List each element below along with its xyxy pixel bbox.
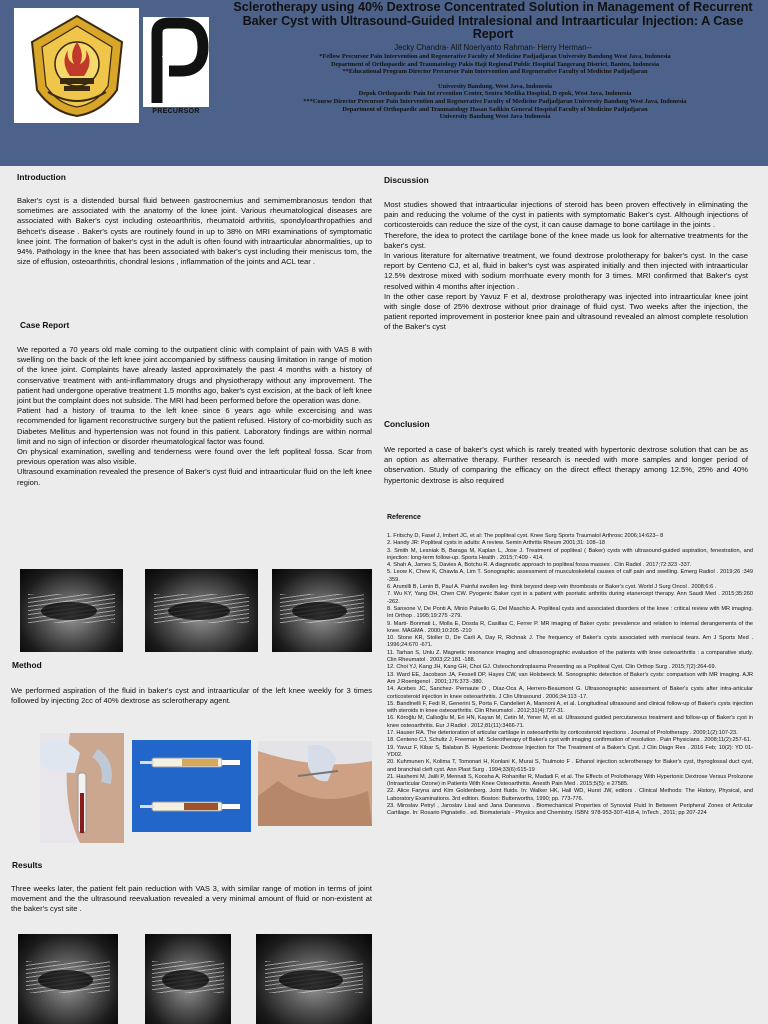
reference-item: 10. Stone KR, Stoller D, De Carli A, Day R, Richnak J. The frequency of Baker's cysts associated with meniscal tears. Am J Sports Med . 1996;24:670 -671. xyxy=(387,635,753,649)
ultrasound-followup-1 xyxy=(18,934,118,1024)
poster-title: Sclerotherapy using 40% Dextrose Concentrated Solution in Management of Recurrent Baker Cyst with Ultrasound-Guided Intralesional and Intraarticular Injection: A Case Report xyxy=(233,0,753,41)
case-report-paragraph: Ultrasound examination revealed the presence of Baker's cyst fluid and intraarticular fluid on the left knee region. xyxy=(17,467,372,487)
reference-item: 1. Fritschy D, Fasel J, Imbert JC, et al: The popliteal cyst. Knee Surg Sports Traumatol Arthrosc 2006;14:623– 8 xyxy=(387,533,664,539)
case-report-text xyxy=(17,345,372,488)
method-text: We performed aspiration of the fluid in baker's cyst and intraarticular of the left knee weekly for 3 times followed by injecting 2cc of 40% dextrose as sclerotherapy agent. xyxy=(11,686,372,706)
discussion-paragraph: In various literature for alternative treatment, we found dextrose prolotherapy for baker's cyst. In the case report by Centeno CJ, et al, fluid in baker's cyst was aspirated initially and then injected with intraarticular 12.5% dextrose mixed with sodium morrhuate every month for 3 times. MRI confirmed that Baker's cyst resolved within 4 months after injection . xyxy=(384,251,748,291)
authors: Jecky Chandra- Alif Noeriyanto Rahman- Herry Herman-- xyxy=(394,43,592,52)
reference-item: 23. Miroslav Petryl , Jaroslav Lisal and Jana Danesova . Biomechanical Properties of Synovial Fluid In Between Peripheral Zones of Articular Cartilage. In: Rosario Pignatello . ed. Biomaterials - Physics and Chemistry. ISBN: 978-953-307-418-4, InTech , 2011; pp 207-224 xyxy=(387,802,753,817)
reference-item: 17. Hauser RA. The deterioration of articular cartilage in osteoarthritis by corticosteroid injections . Journal of Prolotherapy . 2009;1(2):107-23. xyxy=(387,730,738,737)
affiliation-line: **Educational Program Director Precursor Pain Intervention and Regenerative Faculty of Medicine Padjadjaran xyxy=(342,68,648,76)
conclusion-text: We reported a case of baker's cyst which is rarely treated with hypertonic dextrose solution that can be as an option as alternative therapy. Further research is needed with more samples and longer period of observation. Study of comparing the efficacy on the direct effect therapy among 12.5%, 25% and 40% hypertonic dextrose is also required xyxy=(384,445,748,485)
precursor-logo xyxy=(143,17,209,107)
university-logo xyxy=(14,8,139,123)
reference-item: 4. Shah A, James S, Davies A, Botchu R. A diagnostic approach to popliteal fossa masses . Clin Radiol . 2017;72:323 -337. xyxy=(387,562,692,569)
introduction-heading: Introduction xyxy=(17,172,66,182)
affiliation-line: Department of Orthopaedic and Traumatology Hasan Sadikin General Hospital Faculty of Medicine Padjadjaran xyxy=(342,105,648,113)
affiliation-line: Depok Orthopaedic Pain Int ervention Center, Sentra Medika Hospital, D epok, West Java, Indonesia xyxy=(358,90,632,98)
results-heading: Results xyxy=(12,860,43,870)
reference-item: 3. Smith M, Lesniak B, Baraga M, Kaplan L, Jose J. Treatment of popliteal ( Baker) cysts with ultrasound-guided aspiration, fenestration, and injection: long-term follow-up. Sports Health . 2015;7:409 - 414. xyxy=(387,547,753,561)
method-heading: Method xyxy=(12,660,42,670)
discussion-text xyxy=(384,200,748,333)
reference-item: 14. Acebes JC, Sanchez- Pernaute O , Diaz-Oca A, Herrero-Beaumont G. Ultrasonographic assessment of Baker's cysts after intra-articular corticosteroid injection in knee osteoarthritis. J Clin Ultrasound . 2006;34:113 -17. xyxy=(387,686,753,700)
poster-header xyxy=(0,0,768,166)
introduction-text: Baker's cyst is a distended bursal fluid between gastrocnemius and semimembranosus tendon that sometimes are associated with the anatomy of the knee joint. Various rheumatological diseases are associated with Baker's cyst including osteoarthritis, rheumatoid arthritis, spondyloarthropathies and Behcet's disease . Baker's cysts are routinely found in up to 38% on MRI examinations of symptomatic knee joint. The formation of baker's cyst in the adult is often found with intraarticular abnormalities, up to 94%. Pathology in the knee that has been associated with baker's cyst including their meniscus tom, the size of effusion, osteoarthritis, chondral lesions , inflammation of the joints and ACL tear . xyxy=(17,196,372,267)
ultrasound-image-2 xyxy=(145,569,258,652)
case-report-paragraph: On physical examination, swelling and tenderness were found over the left popliteal fossa. Scar from previous operation was also visible. xyxy=(17,447,372,467)
affiliation-line: *Fellow Precursor Pain Intervention and Regenerative Faculty of Medicine Padjadjaran University Bandung West Java, Indonesia xyxy=(319,53,671,60)
ultrasound-image-1 xyxy=(20,569,123,652)
ultrasound-followup-3 xyxy=(256,934,372,1024)
reference-item: 8. Sansone V, De Ponti A, Minio Paluello G, Del Maschio A. Popliteal cysts and associated disorders of the knee : critical review with MR imaging. Int Orthop . 1995;19:275 -279. xyxy=(387,605,753,620)
procedure-photo-syringes xyxy=(132,740,251,832)
reference-item: 13. Ward EE, Jacobson JA, Fessell DP, Hayes CW, van Holsbeeck M. Sonographic detection of Baker's cysts: comparison with MR imaging. AJR Am J Roentgenol . 2001;176:373 -380. xyxy=(387,671,753,685)
reference-item: 15. Bandinelli F, Fedi R, Generini S, Porta F, Candelieri A, Mannoni A, et al. Longitudinal ultrasound and clinical follow-up of Baker's cysts injection with steroids in knee osteoarthritis. Clin Rheumatol . 2012;31(4):727-31. xyxy=(387,700,753,715)
reference-item: 12. Choi YJ, Kang JH, Kang GH, Choi GJ. Osteochondroplasma Presenting as a Popliteal Cyst. Clin Orthop Surg . 2015;7(2):264-69. xyxy=(387,664,717,671)
affiliation-gap xyxy=(240,76,750,83)
precursor-label: PRECURSOR xyxy=(152,108,200,115)
discussion-paragraph: Therefore, the idea to protect the cartilage bone of the knee made us look for alternative treatments for the baker's cyst. xyxy=(384,230,748,250)
reference-item: 6. Arumilli B, Lenin B, Paul A. Painful swollen leg- think beyond deep vein thrombosis or Baker's cyst. World J Surg Oncol . 2008;6:6 . xyxy=(387,584,717,591)
reference-item: 2. Handy JR: Popliteal cysts in adults: A review. Semin Arthritis Rheum 2001;31: 108–18 xyxy=(387,540,605,547)
ultrasound-image-3 xyxy=(272,569,372,652)
case-report-paragraph: Patient had a history of trauma to the left knee since 6 years ago while excercising and was recommended for ligament reconstructive surgery but the patient refused. History of co-morbidity such as Diabetes Mellitus and hypertension was not found in this patient. Laboratory findings are within normal limit and no sign of infection or disorder rheumatological factor was found. xyxy=(17,406,372,446)
reference-item: 7. Wu KY, Yang DH, Chen CW. Pyogenic Baker cyst in a patient with psoriatic arthritis during etanercept therapy. Ann Saudi Med . 2015;35:260 -262. xyxy=(387,591,753,605)
discussion-paragraph: In the other case report by Yavuz F et al, dextrose prolotherapy was injected into intraarticular knee joint with single dose of 25% dextrose without prior drainage of fluid cyst. Two weeks after the injection, the patient reported improvement in posterior knee pain and ultrasound revealed an almost complete resolution of the Baker's cyst xyxy=(384,291,748,332)
ultrasound-followup-2 xyxy=(145,934,231,1024)
procedure-photo-aspiration xyxy=(40,733,124,843)
case-report-heading: Case Report xyxy=(20,320,70,330)
reference-item: 5. Leow K, Chew K, Chawla A, Lim T. Sonographic assessment of musculoskeletal causes of calf pain and swelling. Emerg Radiol . 2019;26 :349 -359. xyxy=(387,569,753,583)
affiliation-line: Department of Orthopaedic and Traumatology Pakis Haji Regional Public Hospital Tangerang District, Banten, Indonesia xyxy=(330,60,660,68)
affiliation-line: University Bandung, West Java, Indonesia xyxy=(438,82,552,90)
reference-item: 19. Yavuz F, Kibar S, Balaban B. Hyperionic Dextrose Injection for The Treatment of a Baker's Cyst. J Clin Diagn Res . 2016 Feb; 10(2): YD 01-YD02. xyxy=(387,744,753,758)
case-report-paragraph: We reported a 70 years old male coming to the outpatient clinic with complaint of pain with VAS 8 with swelling on the back of the left knee joint accompanied by stiffness causing limitation in range of motion of the knee joint. Complaints have already lasted approximately the past 4 months with a history of conservative treatment with anti-inflammatory drugs and physiotherapy without any improvement. The patient had undergone operative treatment 1.5 months ago, baker's cyst excision, at the back of left knee joint but the complaint does not subside. The MRI had been performed before the operation was done. xyxy=(17,345,372,406)
reference-item: 18. Centeno CJ, Schultz J, Freeman M. Sclerotherapy of Baker's cyst with imaging confirmation of resolution . Pain Physicians . 2008;11(2):257-61. xyxy=(387,737,752,744)
results-text: Three weeks later, the patient felt pain reduction with VAS 3, with similar range of motion in terms of joint movement and the the ultrasound reevaluation revealed a very minimal amount of fluid or non-existent at the baker's cyst site . xyxy=(11,884,372,914)
affiliations xyxy=(240,53,750,121)
reference-item: 21. Hashemi M, Jalili P, Mennati S, Koosha A, Rohanifar R, Madadi F, et al. The Effects of Prolotherapy With Hypertonic Dextrose Versus Prolozone (Intraarticular Ozone) in Patients With Knee Osteoarthritis. Anesth Pain Med . 2015;5(5): e 27585. xyxy=(387,773,753,788)
affiliation-line: ***Course Director Precursor Pain Intervention and Regenerative Faculty of Medicine Padjadjaran University Bandung West Java, Indonesia xyxy=(303,97,687,105)
discussion-paragraph: Most studies showed that intraarticular injections of steroid has been proven effectively in eliminating the pain and reducing the volume of the cyst in patients with symptomatic Baker's cyst. Although injections of corticosteroids can reduce the size of the cyst, it can cause damage to bone cartilage in the joints . xyxy=(384,200,748,230)
reference-item: 16. Köroğlu M, Callıoğlu M, Eri HN, Kayan M, Cetin M, Yener M, et al. Ultrasound guided percutaneous treatment and follow-up of Baker's cyst in knee osteoarthritis. Eur J Radiol . 2012;81(11):3466-71. xyxy=(387,715,753,729)
reference-heading: Reference xyxy=(387,514,421,521)
reference-item: 22. Alice Faryna and Kim Goldenberg. Joint fluids. In: Walker HK, Hall WD, Hurst JW, editors . Clinical Methods: The History, Physical, and Laboratory Examinations. 3rd edition. Boston: Butterworths, 1990; pp. 773-776. xyxy=(387,788,753,802)
reference-list xyxy=(387,533,753,818)
affiliation-line: University Bandung West Java Indonesia xyxy=(439,113,551,121)
conclusion-heading: Conclusion xyxy=(384,419,430,429)
reference-item: 9. Marti- Bonmati L, Molla E, Dosda R, Casillas C, Ferrer P. MR imaging of Baker cysts: prevalence and relation to internal derangements of the knee. MAGMA . 2000;10:205 -210 xyxy=(387,620,753,634)
reference-item: 11. Tarhan S, Unlu Z. Magnetic resonance imaging and ultrasonographic evaluation of the patients with knee osteoarthritis : a comparative study. Clin Rheumatol . 2003;22:181 -188. xyxy=(387,649,753,664)
discussion-heading: Discussion xyxy=(384,175,429,185)
procedure-photo-injection xyxy=(258,741,372,826)
reference-item: 20. Kuhmunen K, Kolima T, Tomonari H, Konlani K, Murai S, Tsulmoto F . Ethanol injection sclerotherapy for Baker's cyst, thyroglossal duct cyst, and branchial cleft cyst. Ann Plast Surg . 1994;33(6):615-19 xyxy=(387,759,753,773)
